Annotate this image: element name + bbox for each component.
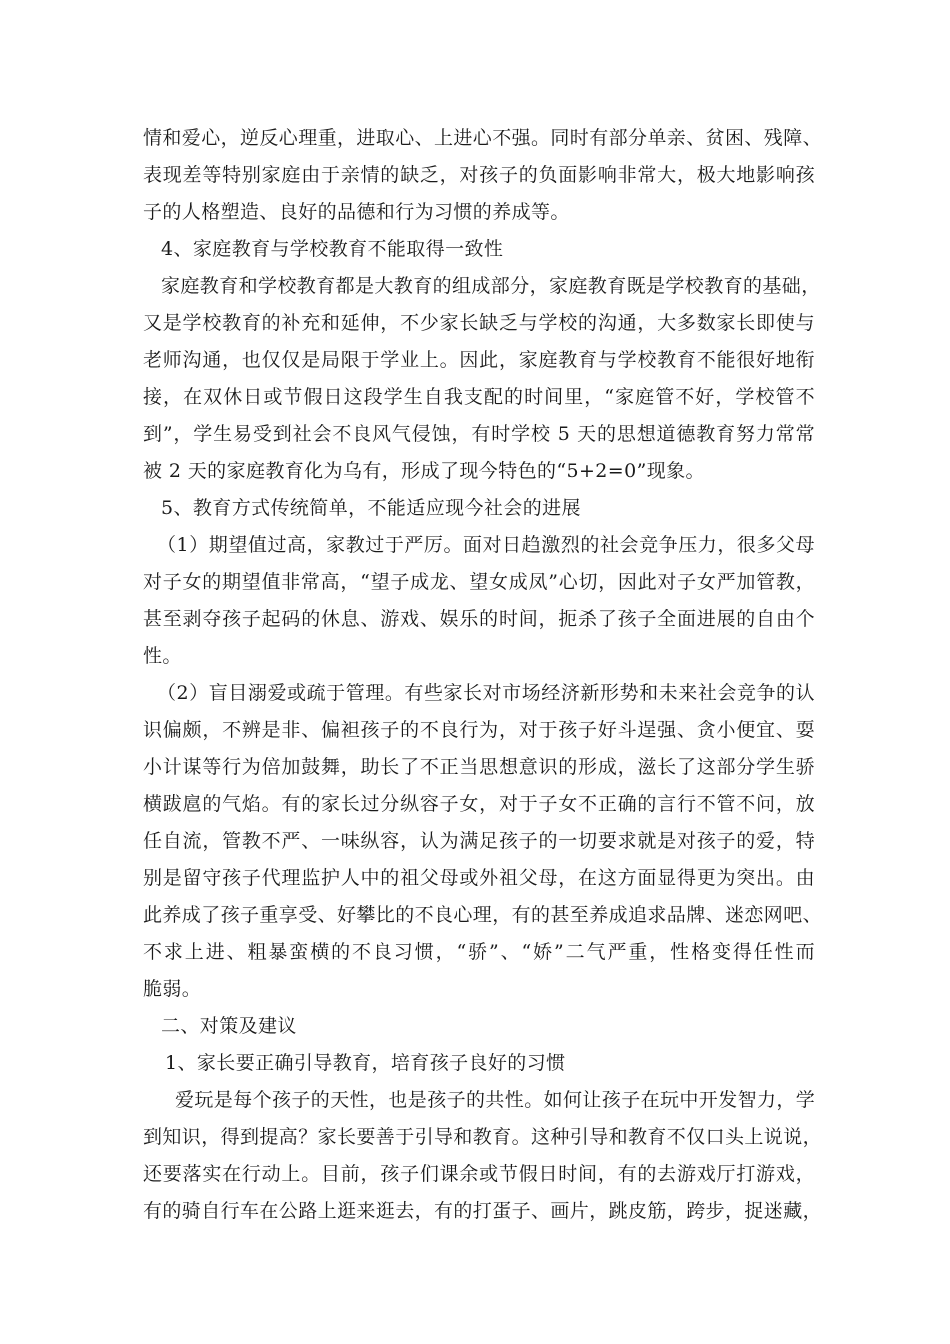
- text-line: 被 2 天的家庭教育化为乌有，形成了现今特色的“5+2=0”现象。: [143, 460, 705, 482]
- text-line: 老师沟通，也仅仅是局限于学业上。因此，家庭教育与学校教育不能很好地衔: [143, 349, 815, 371]
- text-line: 别是留守孩子代理监护人中的祖父母或外祖父母，在这方面显得更为突出。由: [143, 867, 815, 889]
- text-line: 到”，学生易受到社会不良风气侵蚀，有时学校 5 天的思想道德教育努力常常: [143, 423, 815, 445]
- text-line: 家庭教育和学校教育都是大教育的组成部分，家庭教育既是学校教育的基础，: [161, 275, 821, 297]
- text-line: 性。: [143, 645, 182, 667]
- text-line: 不求上进、粗暴蛮横的不良习惯，“骄”、“娇”二气严重，性格变得任性而: [143, 941, 815, 963]
- text-line: 又是学校教育的补充和延伸，不少家长缺乏与学校的沟通，大多数家长即使与: [143, 312, 815, 334]
- text-line: 甚至剥夺孩子起码的休息、游戏、娱乐的时间，扼杀了孩子全面进展的自由个: [143, 608, 815, 630]
- text-line: 对子女的期望值非常高，“望子成龙、望女成凤”心切，因此对子女严加管教，: [143, 571, 815, 593]
- text-line: 小计谋等行为倍加鼓舞，助长了不正当思想意识的形成，滋长了这部分学生骄: [143, 756, 815, 778]
- text-line: 接，在双休日或节假日这段学生自我支配的时间里，“家庭管不好，学校管不: [143, 386, 815, 408]
- text-line: 任自流，管教不严、一味纵容，认为满足孩子的一切要求就是对孩子的爱，特: [143, 830, 815, 852]
- section-heading: 二、对策及建议: [161, 1015, 297, 1037]
- text-line: 爱玩是每个孩子的天性，也是孩子的共性。如何让孩子在玩中开发智力，学: [175, 1089, 816, 1111]
- text-line: 脆弱。: [143, 978, 202, 1000]
- text-line: 横跋扈的气焰。有的家长过分纵容子女，对于子女不正确的言行不管不问，放: [143, 793, 815, 815]
- text-line: 到知识，得到提高？家长要善于引导和教育。这种引导和教育不仅口头上说说，: [143, 1126, 823, 1148]
- section-heading: 5、教育方式传统简单，不能适应现今社会的进展: [161, 497, 581, 519]
- text-line: 有的骑自行车在公路上逛来逛去，有的打蛋子、画片，跳皮筋，跨步，捉迷藏，: [143, 1200, 823, 1222]
- text-line: 情和爱心，逆反心理重，进取心、上进心不强。同时有部分单亲、贫困、残障、: [143, 127, 823, 149]
- text-line: 还要落实在行动上。目前，孩子们课余或节假日时间，有的去游戏厅打游戏，: [143, 1163, 815, 1185]
- text-line: 识偏颇，不辨是非、偏袒孩子的不良行为，对于孩子好斗逞强、贪小便宜、耍: [143, 719, 815, 741]
- text-line: 子的人格塑造、良好的品德和行为习惯的养成等。: [143, 201, 570, 223]
- section-heading: 1、家长要正确引导教育，培育孩子良好的习惯: [165, 1052, 566, 1074]
- text-line: 此养成了孩子重享受、好攀比的不良心理，有的甚至养成追求品牌、迷恋网吧、: [143, 904, 823, 926]
- text-line: （1）期望值过高，家教过于严厉。面对日趋激烈的社会竞争压力，很多父母: [157, 534, 815, 556]
- text-line: 表现差等特别家庭由于亲情的缺乏，对孩子的负面影响非常大，极大地影响孩: [143, 164, 815, 186]
- text-line: （2）盲目溺爱或疏于管理。有些家长对市场经济新形势和未来社会竞争的认: [157, 682, 815, 704]
- section-heading: 4、家庭教育与学校教育不能取得一致性: [161, 238, 504, 260]
